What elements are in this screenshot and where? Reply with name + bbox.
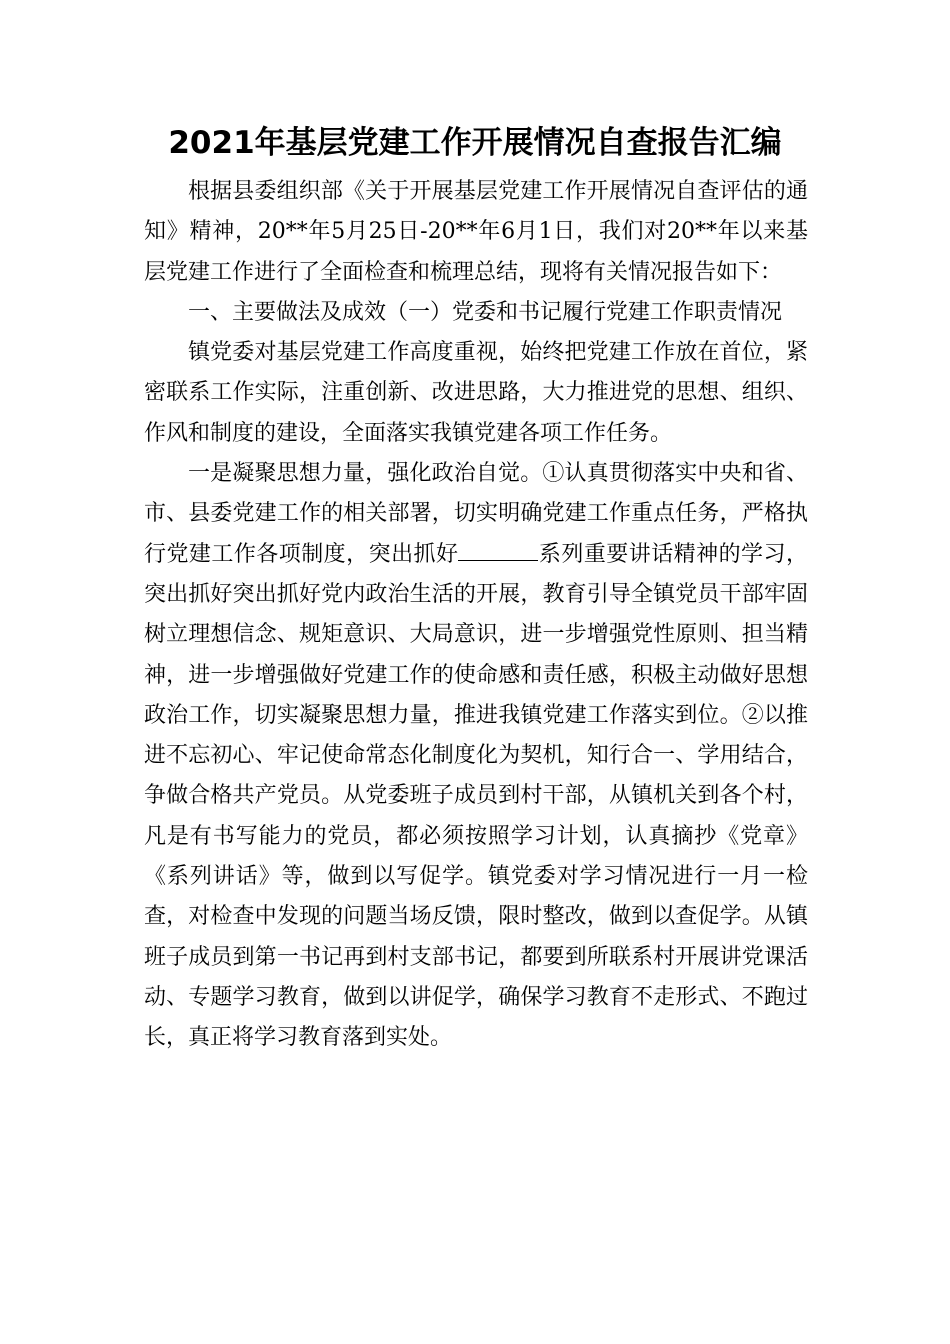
fill-in-blank: [458, 540, 538, 561]
paragraph-point-one-part-a: 一是凝聚思想力量，强化政治自觉。①认真贯彻落实中央和省、市、县委党建工作的相关部署，切实明确党建工作重点任务，严格执行党建工作各项制度，突出抓好: [144, 461, 808, 567]
paragraph-section-heading: 一、主要做法及成效（一）党委和书记履行党建工作职责情况: [188, 299, 783, 325]
paragraph-overview: 镇党委对基层党建工作高度重视，始终把党建工作放在首位，紧密联系工作实际，注重创新、改进思路，大力推进党的思想、组织、作风和制度的建设，全面落实我镇党建各项工作任务。: [144, 340, 808, 446]
document-title: 2021年基层党建工作开展情况自查报告汇编: [168, 125, 782, 161]
document-body: [144, 172, 808, 1059]
paragraph-intro: 根据县委组织部《关于开展基层党建工作开展情况自查评估的通知》精神，20**年5月25日-20**年6月1日，我们对20**年以来基层党建工作进行了全面检查和梳理总结，现将有关情况报告如下：: [144, 179, 808, 285]
paragraph-point-one: [144, 454, 808, 1058]
paragraph-point-one-part-b: 系列重要讲话精神的学习，突出抓好突出抓好党内政治生活的开展，教育引导全镇党员干部牢固树立理想信念、规矩意识、大局意识，进一步增强党性原则、担当精神，进一步增强做好党建工作的使命感和责任感，积极主动做好思想政治工作，切实凝聚思想力量，推进我镇党建工作落实到位。②以推进不忘初心、牢记使命常态化制度化为契机，知行合一、学用结合，争做合格共产党员。从党委班子成员到村干部，从镇机关到各个村，凡是有书写能力的党员，都必须按照学习计划，认真摘抄《党章》《系列讲话》等，做到以写促学。镇党委对学习情况进行一月一检查，对检查中发现的问题当场反馈，限时整改，做到以查促学。从镇班子成员到第一书记再到村支部书记，都要到所联系村开展讲党课活动、专题学习教育，做到以讲促学，确保学习教育不走形式、不跑过长，真正将学习教育落到实处。: [144, 541, 808, 1051]
